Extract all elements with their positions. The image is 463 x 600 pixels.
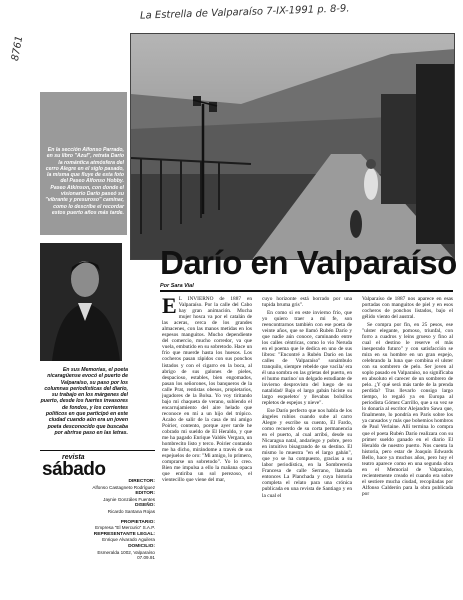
editor-name: Jaynie Gonzáles Fuentes — [103, 496, 155, 502]
issue-date: 07.09.91 — [137, 555, 155, 561]
paragraph: cuyo horizonte está borrado por una tupida bruma gris". — [262, 296, 352, 309]
editor-label: EDITOR: — [135, 491, 155, 497]
article-column-2 — [262, 296, 352, 596]
owner-name: Empresa "El Mercurio" S.A.P. — [95, 525, 155, 531]
handwritten-margin-note: 8761 — [10, 34, 26, 62]
owner-label: PROPIETARIO: — [120, 519, 155, 525]
rep-label: REPRESENTANTE LEGAL: — [93, 531, 155, 537]
article-column-3 — [362, 296, 453, 596]
address-value: Esmeralda 1002, Valparaíso — [97, 549, 155, 555]
dario-portrait-illustration — [40, 243, 122, 361]
rep-name: Enrique Alvarado Aguilera — [102, 537, 155, 543]
dario-portrait-photo — [40, 243, 122, 361]
headline-rule — [160, 290, 453, 292]
design-name: Ricardo Santana Rojas — [107, 508, 155, 514]
director-name: Alfonso Castagneto Rodríguez — [92, 484, 155, 490]
logo-top: revista — [62, 454, 85, 461]
logo-main: sábado — [42, 459, 106, 480]
sabado-logo — [42, 454, 106, 478]
paseo-photo-caption: En la sección Alfonso Parrado, en su libro "Azul", retrata Darío la romántica atmósfera del cerro Alegre en el siglo pasado, la misma que fluye de esta foto del Paseo Alfonso Hobby. Paseo Atkinson, con donde el visionario Darío paseó su "vibrante y presuroso" caminar, como lo describe el recordar estos puerto años más tarde. — [45, 147, 124, 216]
paragraph: Ese Darío perfecto que nos habla de los ángeles rubios cuando sube al carro Alegre y escribe su cuento, El Fardo, como recuerdo de su corta permanencia en el puerto, al cual arribó, desde su Nicaragua natal, andariego y pobre, pero en intuitivo bisagrando de su destino. El mismo lo muestra "en el largo gabán", que yo se ha compuesto, gracias a su labor periodística, en la Sombrerería Francesa de calle Serrano, llamada entonces La Planchada y cuya historia completa el relato para una crónica publicada en una revista de Santiago y en la cual el — [262, 407, 352, 499]
handwritten-source-note: La Estrella de Valparaíso 7-IX-1991 p. 8-9. — [139, 3, 350, 22]
paragraph: L INVIERNO de 1887 en Valparaíso. Por la calle del Cabo hay gran animación. Mucha mujer hosca va por el catalán de las aceras, cerca de los grandes almacenes, con las manos metidas en los espesos manguitos. Mucho dependiente del comercio, mucho corredor, va que vuela, embutido en su sobretodo. Hace un frío que muerde hasta los huesos. Los cocheros pasan rápidos con sus ponchos listados y con el cigarro en la boca, al abrigo de sus galones de pieles, despacioso, estables, bien engomados, pasan los señorones, los banqueros de la calle Prat, rentistas obesos, propietarios, jugadores de la Bolsa. Yo voy tiritando bajo mi chaqueta de verano, subiendo el encarrujamiento del aire helado que reconoce en mí a un hijo del trópico. Acabo de salir de la casa de mi amigo Poirier, contento, porque ayer tarde he cobrado mi sueldo de El Heraldo, y que me ha pagado Enrique Valdés Vergara, un hombrecito listo y terco. Poirier contando me ha dicho, mirándome a través de sus espejuelos de oro: "Mi amigo, lo primero, comprarse un sobretodo". Yo lo creo. Bien me impulsa a ello la mañana opaca que entiriba un sol perezoso, el vientecillo que viene del mar, — [162, 296, 252, 484]
headline: Darío en Valparaíso — [160, 244, 457, 281]
credits-rule — [40, 450, 155, 451]
street-scene-photo — [130, 33, 455, 260]
paragraph: Se compra por fin, en 25 pesos, ese "ulster elegante, pomoso, triunfal, con forro a cuadros y leíns grueso y fino al cual el destino le reserve el más inesperado futuro" y con satisfacción se mira en su hombre en un gran espejo, celebrando la luna que combina el ulster con su sombrero de pelo. Ser joven al soplo pasado en Valparaíso, no significaba en absoluto el carecer de un sombrero de pelo. ¿Y qué será más tarde de la prenda perdida? Tras llevarlo consigo largo tiempo, lo regaló ya en Europa al periodista Gómez Carrillo, que a su vez se lo donaría al escritor Alejandro Sawa que, finalmente, lo pondría en París sobre los ya cansados y más que bohemios hombros de Paul Verlaine. Allí termina lo compra que el poeta Rubén Darío realizara con su primer sueldo ganado en el diario El Heraldo de nuestro puerto. Nos cuenta la historia, pero estar de Joaquín Edwards Bello, hace ya muchos años, pero hoy el teatro aparece como en una segunda obra en el Memorial de Valparaíso, recientemente creado el cuando era sobre el sestiere mucha ciudad, recopiladas por Alfonso Calderón para la obra publicada por — [362, 321, 453, 497]
credits-block — [60, 478, 155, 561]
director-label: DIRECTOR: — [128, 479, 155, 484]
street-scene-illustration — [131, 34, 455, 260]
address-label: DOMICILIO: — [128, 543, 155, 549]
paragraph: En como si en este invierno frío, que yo quiero traer a mi fe, son reencontrarnos también con ese poeta de veinte años, que se llamó Rubén Darío y que nadie aún conoce, caminando entre los calles céntricas, como lo vio Neruda en el poema que le dedica en uno de sus libros: "Encontré a Rubén Darío en las calles de Valparaíso" sonámbulo tranquilo, siempre rebelde que vacila/ era él una sombra en las grietas del puerto, en el humo marino/ un delgado estudiante de invierno desprovisto del luego de su natalidad/ Bajo el largo gabán hiciste su largo esqueleto/ y llevabas bolsillos repletos de espejos y nieve". — [262, 309, 352, 407]
article-column-1 — [162, 296, 252, 596]
drop-cap: E — [162, 296, 177, 318]
byline: Por Sara Vial — [160, 283, 194, 289]
design-label: DISEÑO: — [135, 503, 155, 509]
portrait-caption: En sus Memorias, el poeta nicaragüense evocó el puerto de Valparaíso, su paso por los columnas periodísticas del diario, su trabajo en los márgenes del puerto, desde los fuertes invasores de fondos, y los corrientes políticos en que participó en este ciudad cuando aún era un joven poeta desconocido que buscaba por abrirse paso en las letras. — [40, 367, 128, 436]
paragraph: Valparaíso de 1887 nos aparece en esas portadas con manguitos de piel y en esos cocheros de ponchos listados, bajo el gélido viento del austral. — [362, 296, 453, 321]
paseo-photo — [40, 92, 127, 235]
